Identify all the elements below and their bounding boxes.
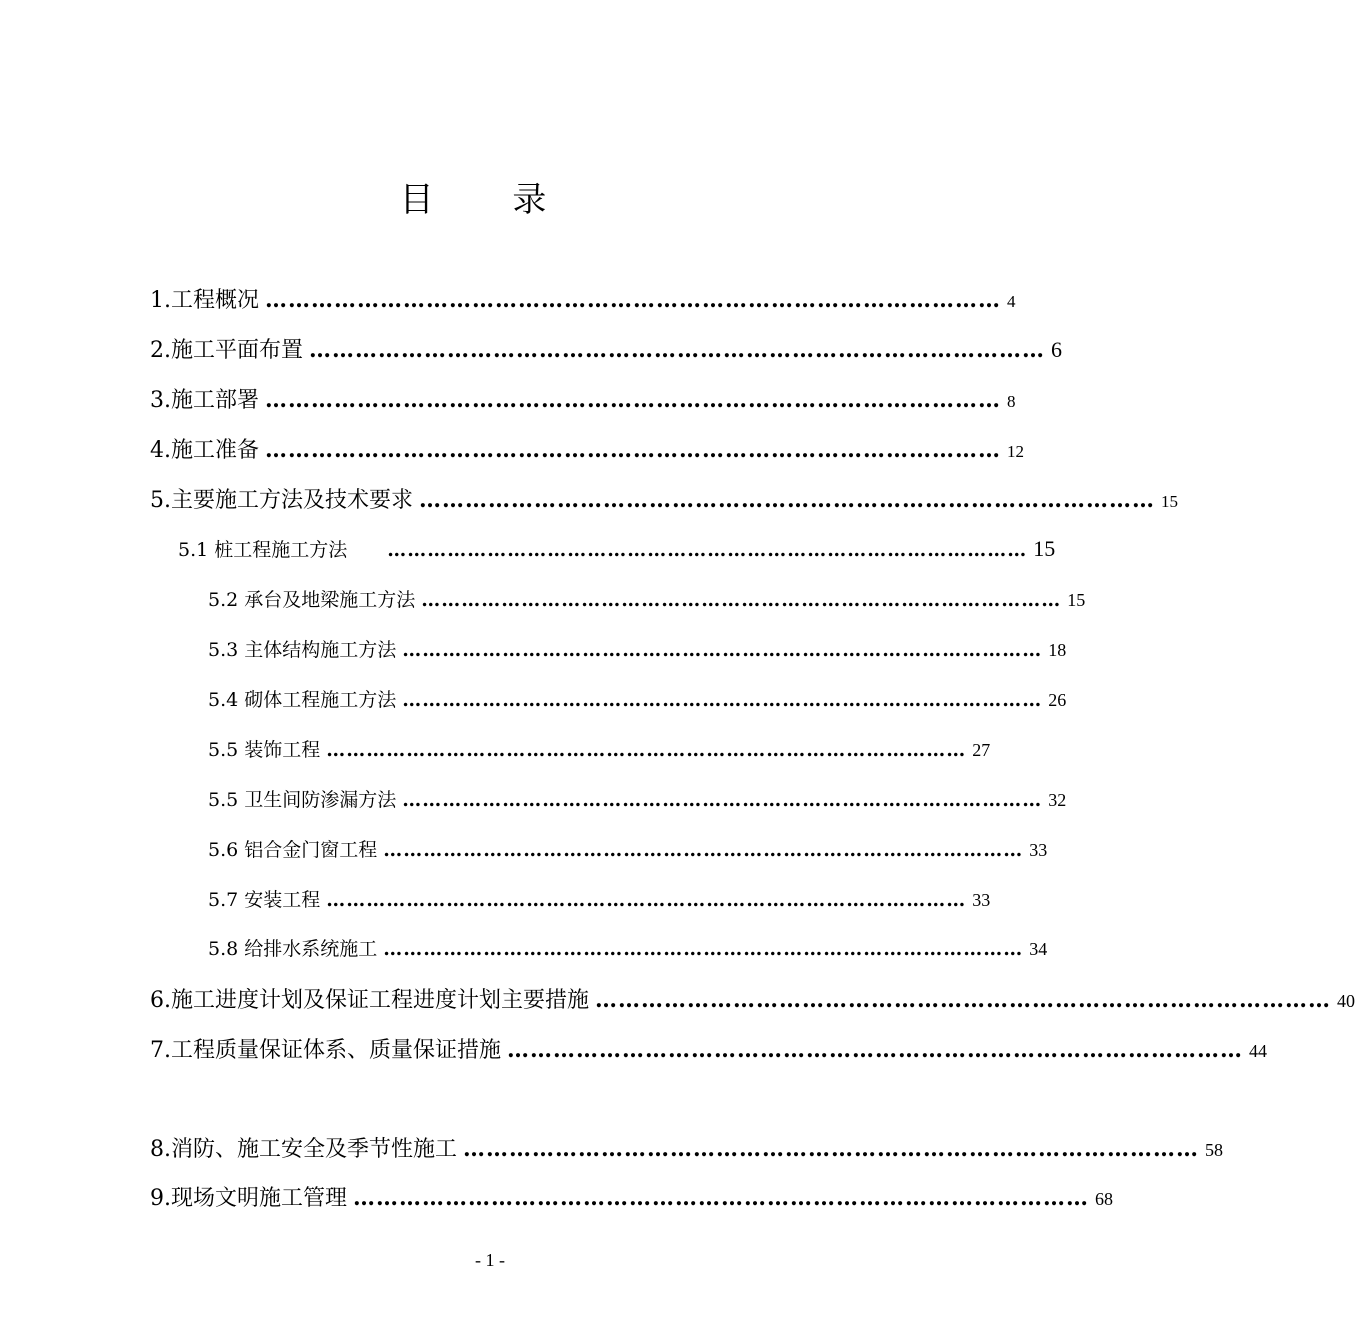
toc-entry-label: 5.6 铝合金门窗工程 <box>208 839 378 861</box>
toc-entry[interactable] <box>208 934 1048 961</box>
dot-leader: …………………………………………………………………………………… <box>383 938 1024 960</box>
page-number-footer: - 1 - <box>475 1250 505 1270</box>
page-title: 目 录 <box>399 180 581 220</box>
toc-entry-label: 6.施工进度计划及保证工程进度计划主要措施 <box>150 988 589 1013</box>
toc-entry-label: 5.2 承台及地梁施工方法 <box>208 589 416 611</box>
dot-leader: …………………………………………………………………………………… <box>383 839 1024 861</box>
dot-leader: …………………………………………………………………………………… <box>265 287 1001 313</box>
toc-entry-page: 27 <box>972 740 991 760</box>
dot-leader: …………………………………………………………………………………… <box>387 539 1028 561</box>
toc-entry[interactable] <box>150 1033 1267 1064</box>
toc-entry-page: 40 <box>1337 991 1355 1011</box>
toc-entry-page: 44 <box>1249 1041 1267 1061</box>
dot-leader: …………………………………………………………………………………… <box>402 639 1043 661</box>
toc-entry-page: 15 <box>1033 536 1056 561</box>
toc-entry[interactable] <box>150 283 1016 314</box>
dot-leader: …………………………………………………………………………………… <box>326 739 967 761</box>
dot-leader: …………………………………………………………………………………… <box>507 1037 1243 1063</box>
toc-entry-label: 5.1 桩工程施工方法 <box>178 539 348 561</box>
toc-entry-page: 26 <box>1048 690 1067 710</box>
dot-leader: …………………………………………………………………………………… <box>353 1185 1089 1211</box>
toc-entry[interactable] <box>178 535 1056 562</box>
toc-entry-page: 15 <box>1161 492 1178 511</box>
toc-entry[interactable] <box>208 585 1086 612</box>
dot-leader: …………………………………………………………………………………… <box>265 387 1001 413</box>
toc-entry[interactable] <box>150 1181 1113 1212</box>
toc-entry-page: 68 <box>1095 1189 1113 1209</box>
toc-entry[interactable] <box>150 483 1178 514</box>
toc-entry-page: 32 <box>1048 790 1067 810</box>
toc-entry[interactable] <box>208 635 1067 662</box>
toc-entry-label: 5.7 安装工程 <box>208 889 321 911</box>
dot-leader: …………………………………………………………………………………… <box>463 1136 1199 1162</box>
toc-entry[interactable] <box>208 685 1067 712</box>
toc-entry-label: 4.施工准备 <box>150 438 259 463</box>
toc-entry-page: 12 <box>1007 442 1024 461</box>
toc-entry-label: 1.工程概况 <box>150 288 259 313</box>
toc-entry-page: 8 <box>1007 392 1016 411</box>
toc-entry-label: 5.5 卫生间防渗漏方法 <box>208 789 397 811</box>
toc-entry-label: 9.现场文明施工管理 <box>150 1186 347 1211</box>
toc-entry-label: 5.3 主体结构施工方法 <box>208 639 397 661</box>
toc-entry[interactable] <box>150 383 1016 414</box>
toc-entry-page: 58 <box>1205 1140 1223 1160</box>
toc-entry[interactable] <box>208 835 1048 862</box>
toc-entry-label: 8.消防、施工安全及季节性施工 <box>150 1137 457 1162</box>
dot-leader: …………………………………………………………………………………… <box>421 589 1062 611</box>
toc-entry[interactable] <box>150 1132 1223 1163</box>
toc-entry-label: 5.8 给排水系统施工 <box>208 938 378 960</box>
toc-entry-page: 6 <box>1051 337 1062 362</box>
toc-entry-page: 34 <box>1029 939 1048 959</box>
dot-leader: …………………………………………………………………………………… <box>309 337 1045 363</box>
toc-entry-page: 15 <box>1067 590 1086 610</box>
toc-entry-page: 18 <box>1048 640 1067 660</box>
toc-entry-label: 5.主要施工方法及技术要求 <box>150 488 413 513</box>
toc-entry[interactable] <box>208 885 991 912</box>
toc-entry-page: 33 <box>972 890 991 910</box>
toc-entry-label: 7.工程质量保证体系、质量保证措施 <box>150 1038 501 1063</box>
toc-entry[interactable] <box>150 433 1024 464</box>
toc-entry-page: 33 <box>1029 840 1048 860</box>
toc-entry-label: 5.4 砌体工程施工方法 <box>208 689 397 711</box>
dot-leader: …………………………………………………………………………………… <box>326 889 967 911</box>
toc-entry[interactable] <box>208 735 991 762</box>
toc-entry[interactable] <box>150 333 1062 364</box>
toc-entry-label: 5.5 装饰工程 <box>208 739 321 761</box>
toc-entry-label: 3.施工部署 <box>150 388 259 413</box>
dot-leader: …………………………………………………………………………………… <box>402 689 1043 711</box>
toc-entry[interactable] <box>150 983 1355 1014</box>
toc-entry[interactable] <box>208 785 1067 812</box>
toc-entry-label: 2.施工平面布置 <box>150 338 303 363</box>
dot-leader: …………………………………………………………………………………… <box>419 487 1155 513</box>
dot-leader: …………………………………………………………………………………… <box>595 987 1331 1013</box>
dot-leader: …………………………………………………………………………………… <box>402 789 1043 811</box>
toc-entry-page: 4 <box>1007 292 1016 311</box>
dot-leader: …………………………………………………………………………………… <box>265 437 1001 463</box>
